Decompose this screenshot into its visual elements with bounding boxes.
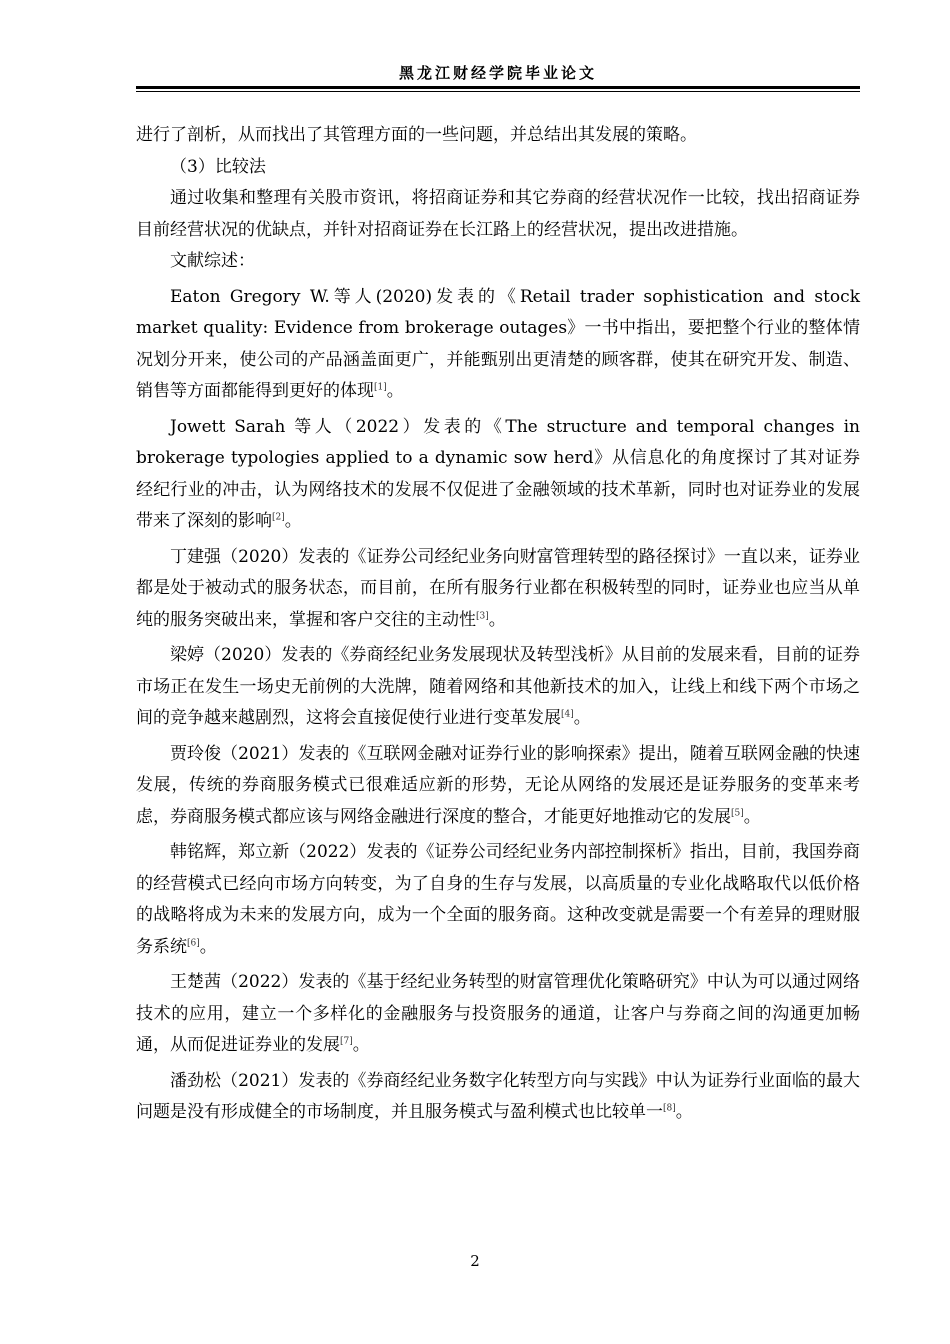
citation-ref: [6]: [187, 937, 200, 948]
paragraph-text: Jowett Sarah 等人（2022）发表的《The structure and temporal changes in brokerage typologies applied to a dynamic sow herd》从信息化的角度探讨了其对证券经纪行业的冲击，认为网络技术的发展不仅促进了金融领域的技术革新，同时也对证券业的发展带来了深刻的影响: [136, 416, 860, 531]
paragraph-text: 通过收集和整理有关股市资讯，将招商证券和其它券商的经营状况作一比较，找出招商证券目前经营状况的优缺点，并针对招商证券在长江路上的经营状况，提出改进措施。: [136, 188, 860, 240]
paragraph-text: （3）比较法: [170, 156, 266, 177]
paragraph-text: 贾玲俊（2021）发表的《互联网金融对证券行业的影响探索》提出，随着互联网金融的快速发展，传统的券商服务模式已很难适应新的形势，无论从网络的发展还是证券服务的变革来考虑，券商服务模式都应该与网络金融进行深度的整合，才能更好地推动它的发展: [136, 743, 860, 827]
citation-ref: [2]: [272, 512, 285, 523]
citation-ref: [8]: [663, 1103, 676, 1114]
paragraph-tail: 。: [675, 1102, 693, 1122]
paragraph-text: 韩铭辉，郑立新（2022）发表的《证券公司经纪业务内部控制探析》指出，目前，我国券商的经营模式已经向市场方向转变，为了自身的生存与发展，以高质量的专业化战略取代以低价格的战略将成为未来的发展方向，成为一个全面的服务商。这种改变就是需要一个有差异的理财服务系统: [136, 842, 860, 957]
paragraph-ref-7: [136, 967, 860, 1062]
paragraph-ref-8: [136, 1066, 860, 1129]
section-heading-comparison: [136, 152, 860, 184]
paragraph-tail: 。: [573, 708, 591, 728]
paragraph-text: 文献综述：: [170, 251, 255, 271]
citation-ref: [7]: [340, 1036, 353, 1047]
paragraph-text: 王楚茜（2022）发表的《基于经纪业务转型的财富管理优化策略研究》中认为可以通过网络技术的应用，建立一个多样化的金融服务与投资服务的通道，让客户与券商之间的沟通更加畅通，从而促进证券业的发展: [136, 972, 860, 1055]
paragraph-tail: 。: [743, 806, 761, 827]
paragraph-text: 潘劲松（2021）发表的《券商经纪业务数字化转型方向与实践》中认为证券行业面临的最大问题是没有形成健全的市场制度，并且服务模式与盈利模式也比较单一: [136, 1070, 860, 1122]
citation-ref: [3]: [476, 610, 489, 621]
paragraph-text: 进行了剖析，从而找出了其管理方面的一些问题，并总结出其发展的策略。: [136, 125, 697, 145]
paragraph-tail: 。: [488, 609, 506, 630]
paragraph-tail: 。: [386, 381, 404, 401]
paragraph-text: 梁婷（2020）发表的《券商经纪业务发展现状及转型浅析》从目前的发展来看，目前的证券市场正在发生一场史无前例的大洗牌，随着网络和其他新技术的加入，让线上和线下两个市场之间的竞争越来越剧烈，这将会直接促使行业进行变革发展: [136, 645, 860, 728]
paragraph-tail: 。: [199, 936, 217, 957]
paragraph-tail: 。: [284, 511, 302, 531]
page-number: 2: [470, 1252, 480, 1270]
citation-ref: [1]: [374, 382, 387, 393]
paragraph-ref-3: [136, 542, 860, 637]
paragraph-comparison-method: [136, 183, 860, 246]
paragraph-tail: 。: [352, 1035, 370, 1055]
paragraph-ref-2: [136, 412, 860, 538]
paragraph-continuation: [136, 120, 860, 152]
paragraph-ref-5: [136, 739, 860, 834]
paragraph-ref-6: [136, 837, 860, 963]
body-text: [136, 120, 860, 1129]
citation-ref: [4]: [561, 709, 574, 720]
citation-ref: [5]: [731, 807, 744, 818]
document-header-title: 黑龙江财经学院毕业论文: [398, 64, 597, 82]
header-rule-thin: [136, 91, 860, 92]
paragraph-text: 丁建强（2020）发表的《证券公司经纪业务向财富管理转型的路径探讨》一直以来，证券业都是处于被动式的服务状态，而目前，在所有服务行业都在积极转型的同时，证券业也应当从单纯的服务突破出来，掌握和客户交往的主动性: [136, 546, 860, 630]
paragraph-ref-4: [136, 640, 860, 735]
paragraph-text: Eaton Gregory W.等人(2020)发表的《Retail trader sophistication and stock market quality: Evidence from brokerage outages》一书中指出，要把整个行业的整体情况划分开来，使公司的产品涵盖面更广，并能甄别出更清楚的顾客群，使其在研究开发、制造、销售等方面都能得到更好的体现: [136, 286, 860, 401]
literature-review-heading: [136, 246, 860, 278]
header-rule-thick: [136, 86, 860, 89]
paragraph-ref-1: [136, 282, 860, 408]
